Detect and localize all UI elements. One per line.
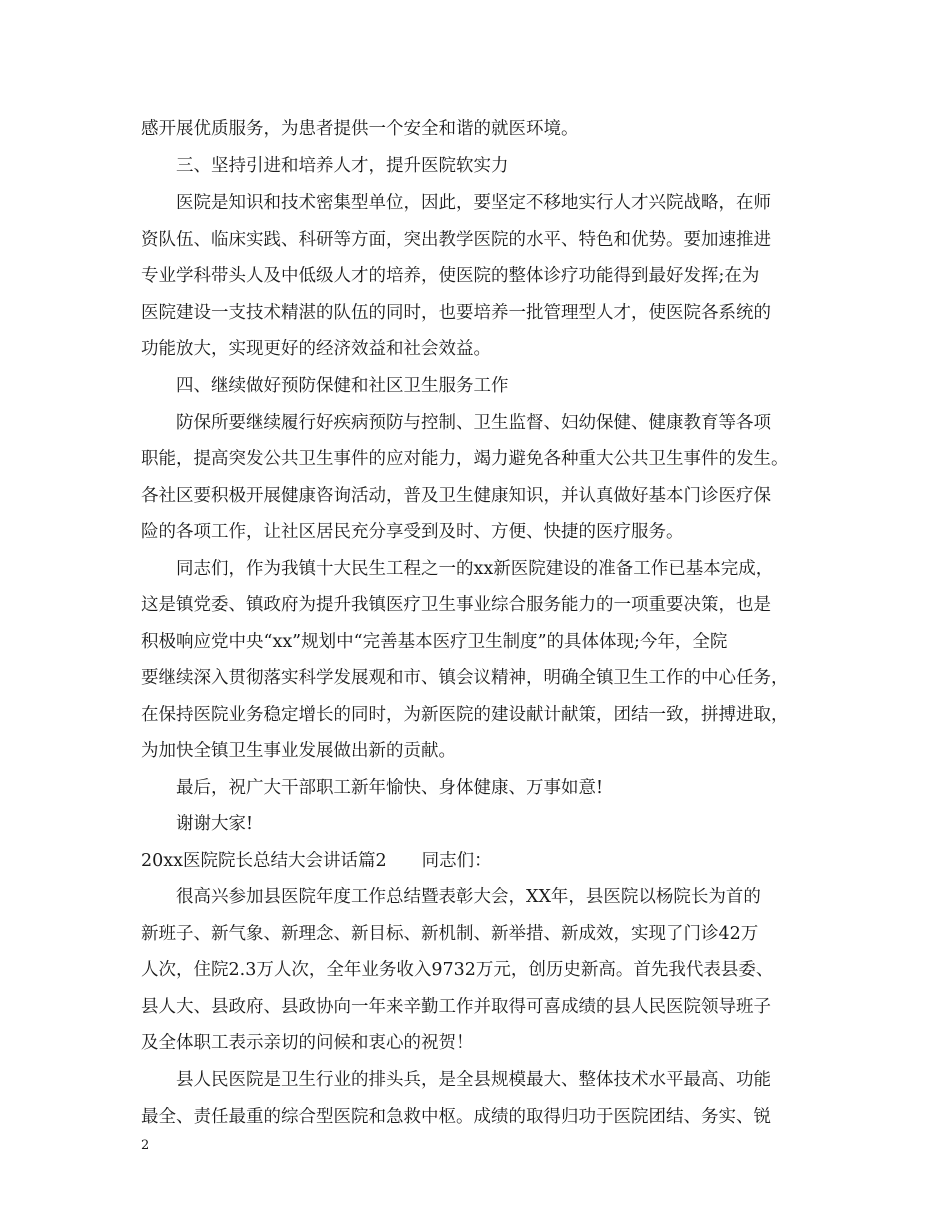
- text-line: 20xx医院院长总结大会讲话篇2 同志们：: [141, 851, 492, 871]
- text-line: 人次，住院2.3万人次，全年业务收入9732万元，创历史新高。首先我代表县委、: [141, 960, 774, 980]
- text-line: 功能放大，实现更好的经济效益和社会效益。: [141, 339, 491, 359]
- text-line: 各社区要积极开展健康咨询活动，普及卫生健康知识，并认真做好基本门诊医疗保: [141, 486, 771, 506]
- page-number: 2: [141, 1138, 150, 1153]
- text-line: 最后，祝广大干部职工新年愉快、身体健康、万事如意!: [176, 778, 604, 798]
- text-line: 谢谢大家!: [176, 814, 254, 834]
- text-line: 感开展优质服务，为患者提供一个安全和谐的就医环境。: [141, 119, 579, 139]
- text-line: 险的各项工作，让社区居民充分享受到及时、方便、快捷的医疗服务。: [141, 522, 684, 542]
- text-line: 县人大、县政府、县政协向一年来辛勤工作并取得可喜成绩的县人民医院领导班子: [141, 997, 771, 1017]
- text-line: 防保所要继续履行好疾病预防与控制、卫生监督、妇幼保健、健康教育等各项: [176, 413, 771, 433]
- text-line: 为加快全镇卫生事业发展做出新的贡献。: [141, 741, 456, 761]
- text-line: 资队伍、临床实践、科研等方面，突出教学医院的水平、特色和优势。要加速推进: [141, 230, 771, 250]
- text-line: 医院建设一支技术精湛的队伍的同时，也要培养一批管理型人才，使医院各系统的: [141, 303, 771, 323]
- text-line: 专业学科带头人及中低级人才的培养，使医院的整体诊疗功能得到最好发挥;在为: [141, 266, 760, 286]
- text-line: 县人民医院是卫生行业的排头兵，是全县规模最大、整体技术水平最高、功能: [176, 1070, 771, 1090]
- text-line: 同志们，作为我镇十大民生工程之一的xx新医院建设的准备工作已基本完成，: [176, 559, 774, 579]
- text-line: 要继续深入贯彻落实科学发展观和市、镇会议精神，明确全镇卫生工作的中心任务，: [141, 668, 789, 688]
- text-line: 及全体职工表示亲切的问候和衷心的祝贺！: [141, 1033, 474, 1053]
- text-line: 医院是知识和技术密集型单位，因此，要坚定不移地实行人才兴院战略，在师: [176, 193, 771, 213]
- text-line: 在保持医院业务稳定增长的同时，为新医院的建设献计献策，团结一致，拼搏进取，: [141, 705, 789, 725]
- text-line: 四、继续做好预防保健和社区卫生服务工作: [176, 376, 509, 396]
- text-line: 职能，提高突发公共卫生事件的应对能力，竭力避免各种重大公共卫生事件的发生。: [141, 449, 789, 469]
- text-line: 新班子、新气象、新理念、新目标、新机制、新举措、新成效，实现了门诊42万: [141, 924, 759, 944]
- text-line: 积极响应党中央“xx”规划中“完善基本医疗卫生制度”的具体体现;今年，全院: [141, 632, 728, 652]
- text-line: 很高兴参加县医院年度工作总结暨表彰大会，XX年，县医院以杨院长为首的: [176, 887, 761, 907]
- text-line: 最全、责任最重的综合型医院和急救中枢。成绩的取得归功于医院团结、务实、锐: [141, 1107, 771, 1127]
- text-line: 三、坚持引进和培养人才，提升医院软实力: [176, 156, 509, 176]
- text-line: 这是镇党委、镇政府为提升我镇医疗卫生事业综合服务能力的一项重要决策，也是: [141, 595, 771, 615]
